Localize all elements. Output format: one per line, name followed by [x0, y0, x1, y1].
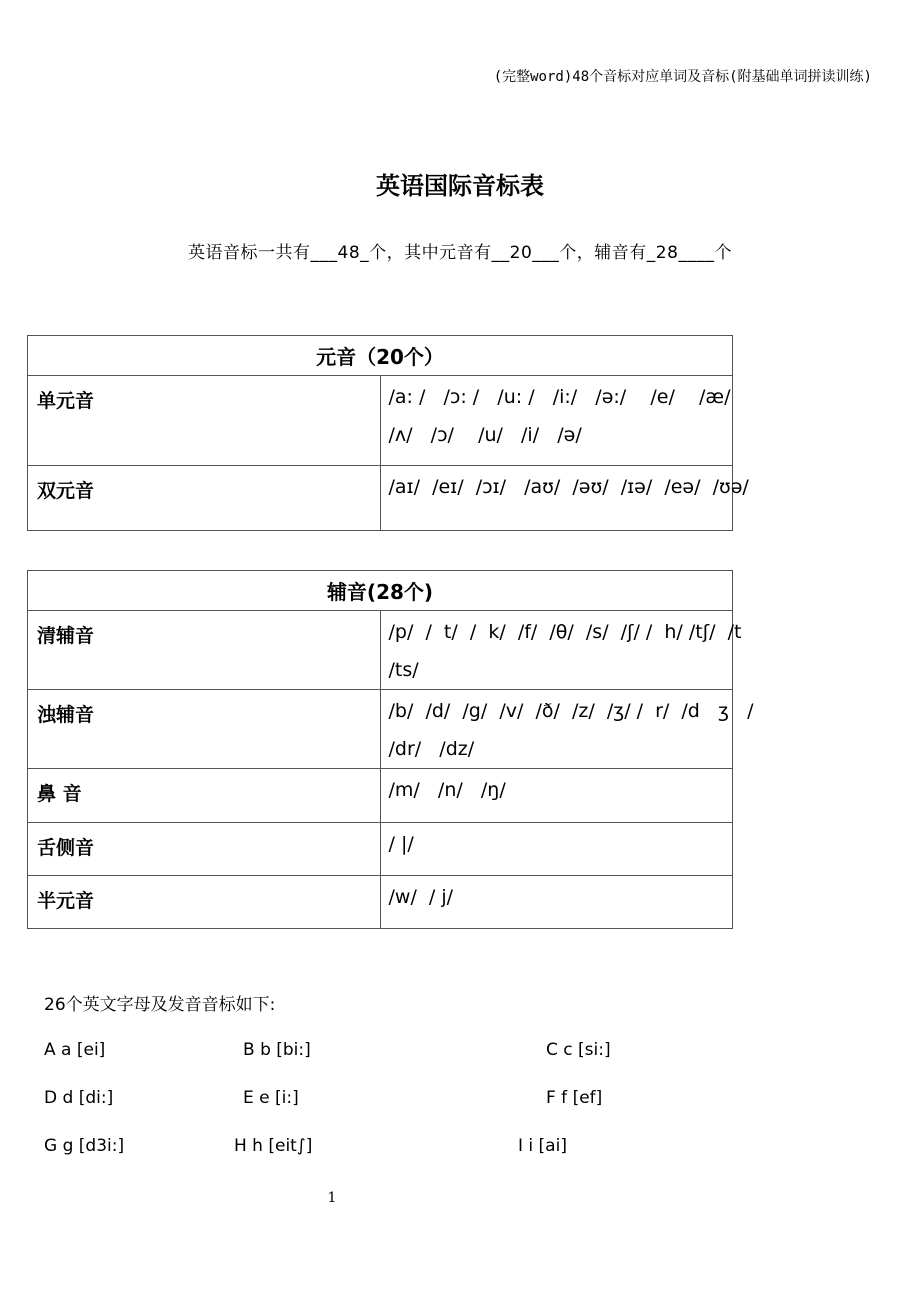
row-label-voiced: 浊辅音 — [28, 690, 381, 769]
letter-entry: G g [d3i:] — [44, 1136, 125, 1156]
row-label-diphthong: 双元音 — [28, 466, 381, 531]
nasal-symbols — [380, 769, 733, 823]
letter-entry: B b [bi:] — [243, 1040, 311, 1060]
diphthong-symbols — [380, 466, 749, 531]
vowel-table — [27, 335, 749, 531]
page-title: 英语国际音标表 — [376, 172, 544, 200]
semivowel-symbols — [380, 876, 733, 929]
symbol-line: /w/ / j/ — [388, 886, 454, 908]
letter-entry: H h [eit∫] — [234, 1136, 313, 1156]
symbol-line: /dr/ /dz/ — [388, 738, 475, 760]
letter-entry: D d [di:] — [44, 1088, 114, 1108]
letter-entry: A a [ei] — [44, 1040, 106, 1060]
voiceless-symbols — [380, 611, 742, 690]
symbol-line: /a: / /ɔ: / /u: / /i:/ /ə:/ /e/ /æ/ — [388, 386, 731, 408]
symbol-line: /aɪ/ /eɪ/ /ɔɪ/ /aʊ/ /əʊ/ /ɪə/ /eə/ /ʊə/ — [388, 476, 749, 498]
symbol-line: /ʌ/ /ɔ/ /u/ /i/ /ə/ — [388, 424, 582, 446]
consonant-table — [27, 570, 754, 929]
consonant-table-heading: 辅音(28个) — [28, 571, 733, 611]
row-label-lateral: 舌侧音 — [28, 823, 381, 876]
symbol-line: /ts/ — [388, 659, 419, 681]
row-label-monophthong: 单元音 — [28, 376, 381, 466]
lateral-symbols — [380, 823, 733, 876]
symbol-line: /b/ /d/ /g/ /v/ /ð/ /z/ /ʒ/ / r/ /d ʒ / — [388, 700, 754, 722]
symbol-line: /p/ / t/ / k/ /f/ /θ/ /s/ /ʃ/ / h/ /tʃ/ /t — [388, 621, 742, 643]
letter-entry: F f [ef] — [546, 1088, 603, 1108]
letter-entry: E e [i:] — [243, 1088, 299, 1108]
summary-line: 英语音标一共有___48_个，其中元音有__20___个，辅音有_28____个 — [188, 243, 732, 263]
letter-entry: C c [si:] — [546, 1040, 611, 1060]
symbol-line: /m/ /n/ /ŋ/ — [388, 779, 506, 801]
symbol-line: / |/ — [388, 833, 414, 855]
monophthong-symbols — [380, 376, 733, 466]
letters-intro: 26个英文字母及发音音标如下: — [44, 995, 276, 1015]
voiced-symbols — [380, 690, 754, 769]
page-number: 1 — [327, 1190, 337, 1206]
row-label-voiceless: 清辅音 — [28, 611, 381, 690]
vowel-table-heading: 元音（20个） — [28, 336, 733, 376]
row-label-nasal: 鼻 音 — [28, 769, 381, 823]
row-label-semivowel: 半元音 — [28, 876, 381, 929]
document-header: (完整word)48个音标对应单词及音标(附基础单词拼读训练) — [493, 69, 872, 85]
letter-entry: I i [ai] — [518, 1136, 567, 1156]
